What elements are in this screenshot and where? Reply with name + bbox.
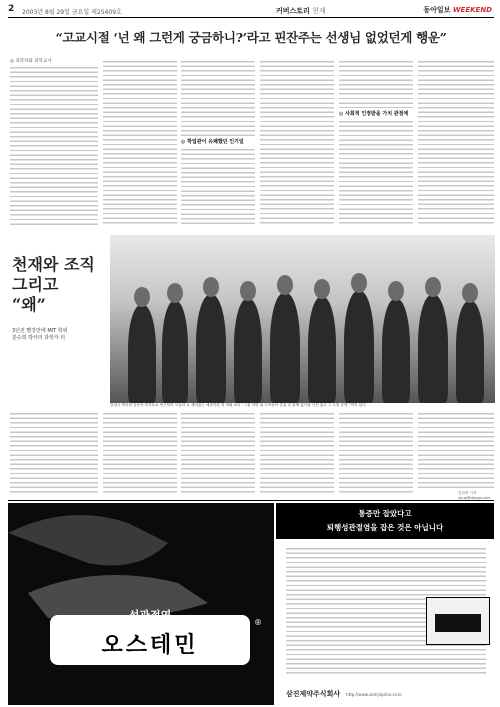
- side-title-line: 천재와 조직: [12, 255, 95, 274]
- side-subtitle-line: 분승희 박사의 과학자 리: [12, 335, 66, 341]
- text-column: [339, 412, 413, 496]
- text-column: [418, 60, 494, 226]
- text-column: [339, 120, 413, 226]
- registered-mark: ®: [254, 618, 262, 627]
- text-column: [10, 66, 98, 226]
- text-column: [103, 60, 177, 226]
- byline: ◎ 과학자와 과학교사: [10, 59, 52, 64]
- ad-brand-tag: 성관절염: [128, 609, 172, 622]
- side-title-line: “왜”: [12, 295, 46, 314]
- ad-brand-name: 오스테민: [101, 633, 199, 658]
- advertisement: [8, 500, 494, 707]
- ad-company: [286, 689, 402, 699]
- company-name: 삼진제약주식회사: [286, 690, 341, 698]
- text-column: [260, 60, 334, 226]
- issue-date: 2003년 8월 29일 금요일 제25409호: [22, 9, 122, 16]
- product-box: [426, 597, 490, 645]
- reporter-signature: 김현중 기자 youp@donga.com: [458, 491, 491, 500]
- text-column: [10, 412, 98, 496]
- ad-copy: [276, 503, 494, 705]
- ad-hand-graphic: [8, 503, 274, 705]
- page-number: 2: [8, 4, 15, 14]
- subhead-1: ◎ 학업관이 유쾌했던 인기일: [181, 139, 244, 145]
- ad-image: [8, 503, 274, 705]
- text-column: [181, 412, 255, 496]
- section-name: 커버스토리: [276, 7, 310, 15]
- ad-banner-line-2: 퇴행성관절염을 잡은 것은 아닙니다: [326, 523, 444, 532]
- company-url: http://www.samjinphar.co.kr: [346, 692, 403, 697]
- header-rule: [8, 17, 494, 18]
- side-title-line: 그리고: [12, 275, 59, 294]
- side-title: [12, 255, 95, 315]
- group-photo: [110, 235, 495, 403]
- subhead-2: ◎ 사회적 인정받을 가치 관점에: [339, 111, 409, 117]
- text-column: [181, 60, 255, 136]
- side-subtitle: [12, 328, 67, 342]
- side-subtitle-line: 3년전 빨강만에 MIT 학위: [12, 328, 68, 334]
- text-column: [103, 412, 177, 496]
- ad-banner: [276, 503, 494, 539]
- paper-weekend: WEEKEND: [452, 6, 492, 14]
- page-header: [8, 4, 494, 16]
- ad-logo: [50, 609, 250, 665]
- section-label: [276, 6, 326, 16]
- text-column: [260, 412, 334, 496]
- ad-banner-line-1: 통증만 잡았다고: [358, 509, 412, 518]
- paper-title: 동아일보: [423, 6, 451, 14]
- text-column: [181, 148, 255, 226]
- headline: “고교시절 ‘넌 왜 그런게 궁금하니?’라고 핀잔주는 선생님 없었던게 행운”: [55, 30, 447, 45]
- photo-caption: 김성국 박사의 공동저 미각요로 연구팀의 모습과 토 재미있는 세상이란 과 학회 보다 “그룹 하연 회 도학들이 즐겁 리 함께 없기를 사진 있고 그 도밑 운영 ”하지 있다.: [110, 403, 367, 407]
- paper-name: [423, 5, 492, 15]
- text-column: [339, 60, 413, 108]
- product-package: [435, 614, 481, 632]
- section-sub: 현재: [312, 7, 326, 15]
- text-column: [418, 412, 494, 488]
